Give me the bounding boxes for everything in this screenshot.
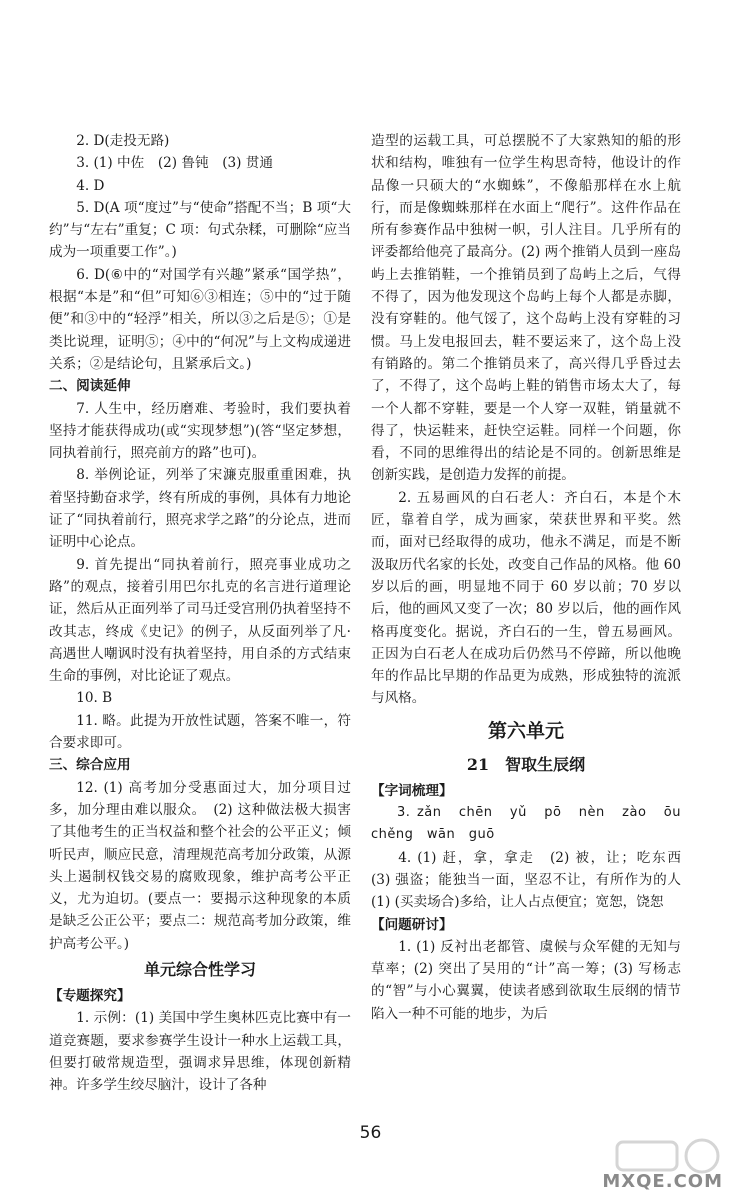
- lesson-title: 单元综合性学习: [143, 959, 256, 979]
- paragraph: 9. 首先提出“同执着前行，照亮事业成功之路”的观点，接着引用巴尔扎克的名言进行道理论证，然后从正面列举了司马迁受宫刑仍执着坚持不改其志，终成《史记》的例子，从反面列举了凡·高遇世人嘲讽时没有执着坚持，用自杀的方式结束生命的事例，对比论证了观点。: [49, 556, 351, 685]
- unit-title: 第六单元: [487, 719, 564, 742]
- paragraph: 2. D(走投无路): [76, 133, 170, 149]
- lesson-title: 21 智取生辰纲: [466, 754, 586, 774]
- subsection-tag: 【字词梳理】: [371, 782, 453, 799]
- paragraph: 7. 人生中，经历磨难、考验时，我们要执着坚持才能获得成功(或“实现梦想”)(答“坚定梦想，同执着前行，照亮前方的路”也可)。: [49, 400, 351, 462]
- paragraph: 6. D(⑥中的“对国学有兴趣”紧承“国学热”，根据“本是”和“但”可知⑥③相连；⑤中的“过于随便”和③中的“轻浮”相关，所以③之后是⑤；①是类比说理，证明⑤；④中的“何况”与上文构成递进关系；②是结论句，且紧承后文。): [49, 266, 351, 372]
- left-column: [49, 130, 351, 1096]
- paragraph: 11. 略。此提为开放性试题，答案不唯一，符合要求即可。: [49, 712, 351, 752]
- paragraph: 12. (1) 高考加分受惠面过大，加分项目过多，加分理由难以服众。 (2) 这种做法极大损害了其他考生的正当权益和整个社会的公平正义；倾听民声，顺应民意，清理规范高考加分政策，从源头上遏制权钱交易的腐败现象，维护高考公平正义，尤为迫切。(要点一：要揭示这种现象的本质是缺乏公正公平；要点二：规范高考加分政策，维护高考公平。): [49, 779, 351, 952]
- paragraph: 5. D(A 项“度过”与“使命”搭配不当；B 项“大约”与“左右”重复；C 项：句式杂糅，可删除“应当成为一项重要工作”。): [49, 199, 351, 261]
- section-heading: 三、综合应用: [49, 757, 131, 774]
- section-heading: 二、阅读延伸: [49, 378, 131, 395]
- paragraph: 8. 举例论证，列举了宋濂克服重重困难，执着坚持勤奋求学，终有所成的事例，具体有力地论证了“同执着前行，照亮求学之路”的分论点，进而证明中心论点。: [49, 467, 351, 551]
- subsection-tag: 【专题探究】: [49, 987, 131, 1004]
- paragraph: 造型的运载工具，可总摆脱不了大家熟知的船的形状和结构，唯独有一位学生构思奇特，他设计的作品像一只硕大的“水蜘蛛”，不像船那样在水上航行，而是像蜘蛛那样在水面上“爬行”。这件作品在所有参赛作品中独树一帜，引人注目。几乎所有的评委都给他亮了最高分。(2) 两个推销人员到一座岛屿上去推销鞋，一个推销员到了岛屿上之后，气得不得了，因为他发现这个岛屿上每个人都是赤脚，没有穿鞋的。他气馁了，这个岛屿上没有穿鞋的习惯。马上发电报回去，鞋不要运来了，这个岛上没有销路的。第二个推销员来了，高兴得几乎昏过去了，不得了，这个岛屿上鞋的销售市场太大了，每一个人都不穿鞋，要是一个人穿一双鞋，销量就不得了，快运鞋来，赶快空运鞋。同样一个问题，你看，不同的思维得出的结论是不同的。创新思维是创新实践，是创造力发挥的前提。: [371, 133, 681, 484]
- paragraph: 3. zǎn chēn yǔ pō nèn zào ōu chěng wān guō: [371, 805, 695, 843]
- right-column: [371, 130, 695, 1025]
- watermark-text: MXQE.COM: [602, 1171, 723, 1192]
- paragraph: 4. (1) 赶，拿，拿走 (2) 被，让；吃东西 (3) 强盗；能独当一面，坚忍不让，有所作为的人 (1) (买卖场合)多给，让人占点便宜；宽恕，饶恕: [371, 849, 695, 911]
- paragraph: 4. D: [76, 177, 105, 194]
- subsection-tag: 【问题研讨】: [371, 916, 453, 933]
- paragraph: 3. (1) 中佐 (2) 鲁钝 (3) 贯通: [76, 155, 273, 172]
- paragraph: 1. 示例：(1) 美国中学生奥林匹克比赛中有一道竞赛题，要求参赛学生设计一种水上运载工具，但要打破常规造型，强调求异思维，体现创新精神。许多学生绞尽脑汁，设计了各种: [49, 1010, 351, 1094]
- paragraph: 2. 五易画风的白石老人：齐白石，本是个木匠，靠着自学，成为画家，荣获世界和平奖。然而，面对已经取得的成功，他永不满足，而是不断汲取历代名家的长处，改变自己作品的风格。他 60 岁以后的画，明显地不同于 60 岁以前；70 岁以后，他的画风又变了一次；80 岁以后，他的画作风格再度变化。据说，齐白石的一生，曾五易画风。正因为白石老人在成功后仍然马不停蹄，所以他晚年的作品比早期的作品更为成熟，形成独特的流派与风格。: [371, 489, 681, 707]
- page-number: 56: [359, 1123, 382, 1143]
- paragraph: 1. (1) 反衬出老都管、虞候与众军健的无知与草率；(2) 突出了吴用的“计”高一筹；(3) 写杨志的“智”与小心翼翼，使读者感到欲取生辰纲的情节陷入一种不可能的地步，为后: [371, 938, 681, 1022]
- paragraph: 10. B: [76, 690, 113, 707]
